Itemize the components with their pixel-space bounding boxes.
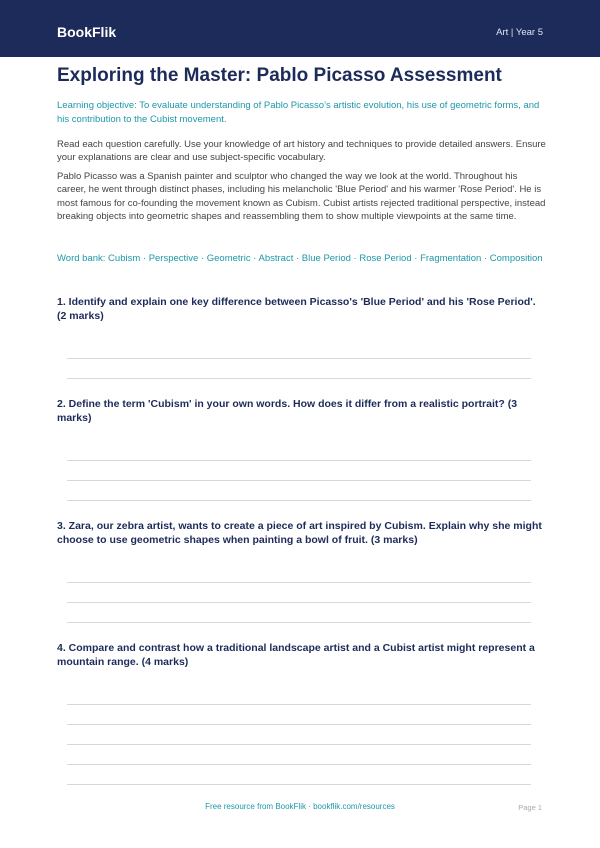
question-2: 2. Define the term 'Cubism' in your own words. How does it differ from a realistic portrait? (3 marks) [57, 398, 518, 424]
answer-line[interactable] [67, 622, 531, 623]
answer-line[interactable] [67, 480, 531, 481]
answer-line[interactable] [67, 378, 531, 379]
answer-line[interactable] [67, 744, 531, 745]
answer-line[interactable] [67, 704, 531, 705]
answer-line[interactable] [67, 582, 531, 583]
brand-logo-text[interactable]: BookFlik [57, 24, 117, 40]
instructions-text: Read each question carefully. Use your knowledge of art history and techniques to provide detailed answers. Ensure your explanations are clear and use subject-specific vocabulary. [57, 139, 546, 164]
word-bank: Word bank: Cubism · Perspective · Geometric · Abstract · Blue Period · Rose Period · Fragmentation · Composition [57, 253, 543, 264]
question-4: 4. Compare and contrast how a traditional landscape artist and a Cubist artist might represent a mountain range. (4 marks) [57, 642, 535, 668]
answer-line[interactable] [67, 460, 531, 461]
page-number: Page 1 [518, 803, 542, 812]
answer-line[interactable] [67, 602, 531, 603]
page-title: Exploring the Master: Pablo Picasso Assessment [57, 65, 502, 86]
question-3: 3. Zara, our zebra artist, wants to create a piece of art inspired by Cubism. Explain why she might choose to use geometric shapes when painting a bowl of fruit. (3 marks) [57, 520, 542, 546]
answer-line[interactable] [67, 500, 531, 501]
learning-objective: Learning objective: To evaluate understanding of Pablo Picasso’s artistic evolution, his use of geometric forms, and his contribution to the Cubist movement. [57, 100, 540, 125]
passage-text: Pablo Picasso was a Spanish painter and sculptor who changed the way we look at the world. Throughout his career, he went through distinct phases, including his melancholic 'Blue Period' and his warmer 'Rose Period'. He is most famous for co-founding the movement known as Cubism. Cubist artists rejected traditional perspective, instead breaking objects into geometric shapes and reassembling them to show multiple viewpoints at the same time. [57, 171, 546, 222]
answer-line[interactable] [67, 784, 531, 785]
answer-line[interactable] [67, 724, 531, 725]
question-1: 1. Identify and explain one key difference between Picasso's 'Blue Period' and his 'Rose Period'. (2 marks) [57, 296, 536, 322]
answer-line[interactable] [67, 358, 531, 359]
subject-year-label: Art | Year 5 [496, 27, 543, 38]
footer-resource-link[interactable]: Free resource from BookFlik · bookflik.com/resources [205, 802, 395, 811]
answer-line[interactable] [67, 764, 531, 765]
page-header [0, 0, 600, 57]
